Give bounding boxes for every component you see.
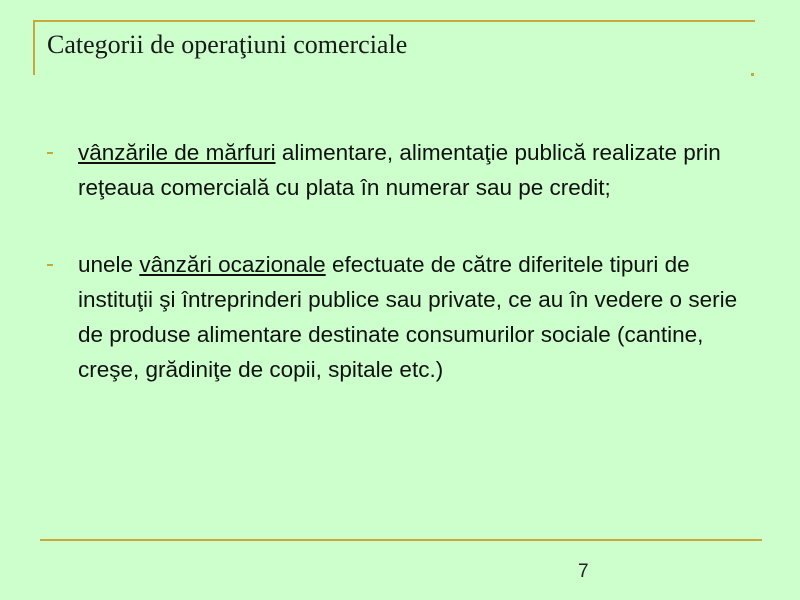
bullet-text: alimentare, alimentaţie publică realizate prin reţeaua comercială cu plata în numerar sau pe credit; — [78, 140, 721, 200]
bullet-dash-icon — [47, 152, 53, 154]
bullet-text: efectuate de către diferitele tipuri de instituţii şi întreprinderi publice sau private, ce au în vedere o serie de produse alimentare destinate consumurilor sociale (cantine, creşe, grădiniţe de copii, spitale etc.) — [78, 252, 738, 382]
bullet-item-occasional-sales — [45, 247, 755, 387]
bullet-list — [45, 135, 755, 387]
bullet-item-sales — [45, 135, 755, 205]
title-left-rule — [33, 20, 35, 75]
slide-title: Categorii de operaţiuni comerciale — [47, 30, 408, 59]
bullet-dash-icon — [47, 264, 53, 266]
title-rule-dot — [751, 73, 754, 76]
page-number: 7 — [578, 561, 589, 582]
bullet-underlined-term: vânzări ocazionale — [139, 252, 326, 277]
bullet-underlined-term: vânzările de mărfuri — [78, 140, 276, 165]
title-top-rule — [35, 20, 755, 22]
bullet-prefix: unele — [78, 252, 140, 277]
footer-rule — [40, 539, 762, 541]
